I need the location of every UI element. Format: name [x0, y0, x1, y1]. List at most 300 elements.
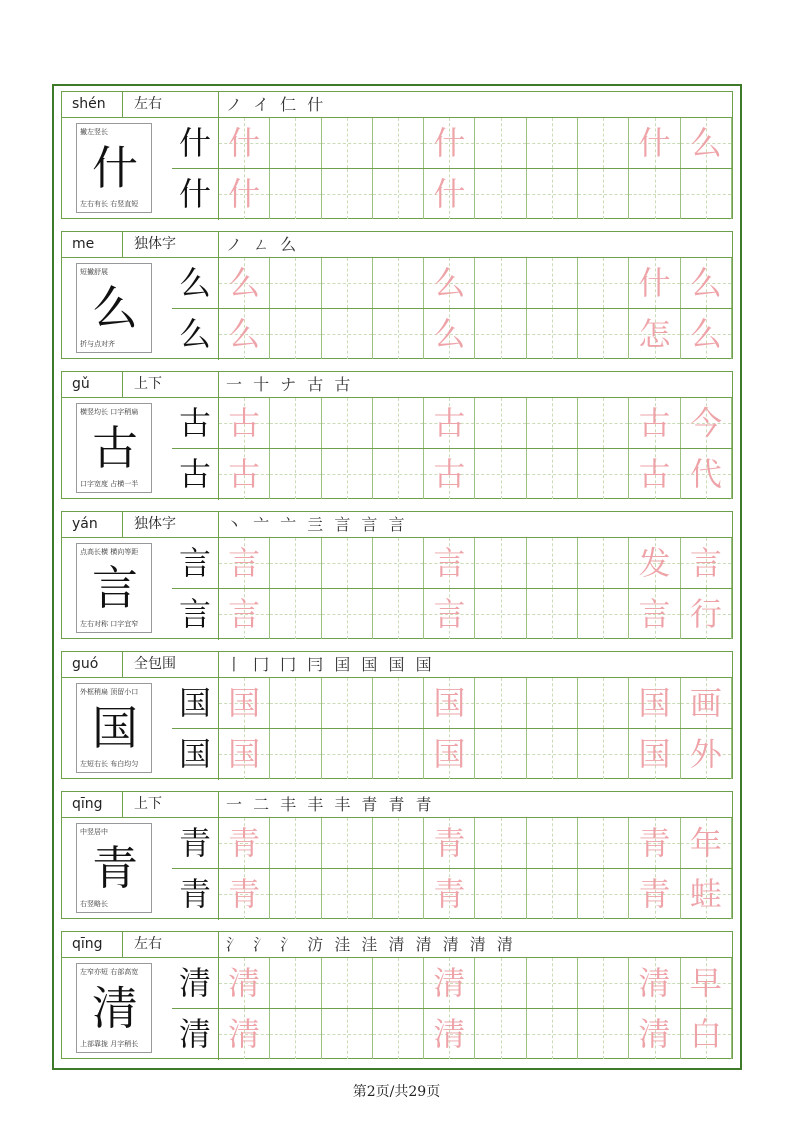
- practice-row: [219, 169, 732, 219]
- stroke-order: ノ イ 仁 什: [226, 95, 327, 114]
- trace-character: [373, 729, 423, 779]
- character-block: [61, 651, 733, 779]
- practice-cell[interactable]: [629, 398, 680, 448]
- trace-character: 青: [433, 875, 466, 913]
- trace-character: 国: [433, 735, 466, 773]
- practice-row: [219, 118, 732, 168]
- tip-top: 横竖均长 口字稍扁: [80, 408, 139, 416]
- trace-character: [322, 818, 372, 868]
- practice-cell[interactable]: [270, 169, 321, 219]
- page-number: 第2页/共29页: [352, 1084, 441, 1100]
- practice-cell[interactable]: [681, 398, 732, 448]
- practice-cell[interactable]: [270, 309, 321, 359]
- trace-character: [373, 258, 423, 308]
- stroke-order: ノ ㄥ 么: [226, 235, 300, 254]
- practice-cell[interactable]: [629, 589, 680, 639]
- practice-cell[interactable]: [373, 958, 424, 1008]
- practice-cell[interactable]: [373, 678, 424, 728]
- practice-cell[interactable]: [476, 449, 527, 499]
- practice-cell[interactable]: [322, 678, 373, 728]
- trace-character: 清: [638, 964, 671, 1002]
- trace-character: 什: [638, 124, 671, 162]
- trace-character: [476, 398, 526, 448]
- practice-cell[interactable]: [424, 1009, 475, 1059]
- practice-cell[interactable]: [322, 118, 373, 168]
- practice-cell[interactable]: [681, 309, 732, 359]
- trace-character: 什: [433, 124, 466, 162]
- pinyin-label: me: [72, 236, 95, 252]
- practice-cell[interactable]: [527, 258, 578, 308]
- practice-cell[interactable]: [322, 869, 373, 919]
- practice-cell[interactable]: [527, 958, 578, 1008]
- tip-top: 左窄亦短 右部高宽: [80, 968, 139, 976]
- practice-cell[interactable]: [219, 398, 270, 448]
- trace-character: [527, 589, 577, 639]
- trace-character: [578, 258, 628, 308]
- structure-label: 左右: [134, 936, 162, 952]
- practice-cell[interactable]: [424, 538, 475, 588]
- practice-cell[interactable]: [681, 538, 732, 588]
- practice-cell[interactable]: [373, 398, 424, 448]
- trace-character: [527, 258, 577, 308]
- practice-cell[interactable]: [578, 309, 629, 359]
- practice-cell[interactable]: [424, 818, 475, 868]
- model-character: 清: [178, 964, 211, 1002]
- practice-cell[interactable]: [527, 729, 578, 779]
- trace-character: [578, 118, 628, 168]
- practice-cell[interactable]: [527, 398, 578, 448]
- practice-cell[interactable]: [681, 449, 732, 499]
- practice-cell[interactable]: [578, 538, 629, 588]
- practice-cell[interactable]: [270, 678, 321, 728]
- writing-tips-box: [76, 683, 152, 773]
- trace-character: 古: [433, 404, 466, 442]
- practice-cell[interactable]: [681, 1009, 732, 1059]
- practice-cell[interactable]: [373, 729, 424, 779]
- trace-character: [578, 538, 628, 588]
- trace-character: [373, 818, 423, 868]
- trace-character: [270, 818, 320, 868]
- trace-character: [578, 589, 628, 639]
- tip-bottom: 右竖略长: [80, 900, 108, 908]
- practice-cell[interactable]: [219, 589, 270, 639]
- practice-row: [219, 398, 732, 448]
- tip-bottom: 折与点对齐: [80, 340, 115, 348]
- trace-character: [578, 958, 628, 1008]
- trace-character: [270, 678, 320, 728]
- practice-cell[interactable]: [476, 169, 527, 219]
- practice-cell[interactable]: [373, 589, 424, 639]
- practice-cell[interactable]: [322, 818, 373, 868]
- trace-character: [270, 1009, 320, 1059]
- trace-character: 白: [689, 1015, 722, 1053]
- trace-character: 清: [433, 1015, 466, 1053]
- model-character: 青: [178, 875, 211, 913]
- stroke-order: 一 十 ナ 古 古: [226, 375, 354, 394]
- trace-character: [578, 169, 628, 219]
- practice-cell[interactable]: [270, 729, 321, 779]
- practice-cell[interactable]: [476, 309, 527, 359]
- trace-character: 古: [433, 455, 466, 493]
- practice-cell[interactable]: [373, 538, 424, 588]
- pinyin-label: qīng: [72, 936, 103, 952]
- practice-cell[interactable]: [578, 729, 629, 779]
- practice-row: [219, 818, 732, 868]
- demo-character: 清: [92, 981, 138, 1035]
- practice-cell[interactable]: [270, 118, 321, 168]
- tip-top: 外框稍扁 顶留小口: [80, 688, 139, 696]
- practice-cell[interactable]: [578, 398, 629, 448]
- practice-cell[interactable]: [322, 729, 373, 779]
- trace-character: [527, 818, 577, 868]
- practice-cell[interactable]: [681, 818, 732, 868]
- practice-cell[interactable]: [270, 958, 321, 1008]
- practice-cell[interactable]: [219, 958, 270, 1008]
- practice-cell[interactable]: [629, 818, 680, 868]
- trace-character: 言: [689, 544, 722, 582]
- trace-character: [527, 678, 577, 728]
- trace-character: 代: [689, 455, 722, 493]
- practice-cell[interactable]: [476, 958, 527, 1008]
- model-character: 国: [178, 735, 211, 773]
- practice-cell[interactable]: [476, 1009, 527, 1059]
- practice-cell[interactable]: [629, 958, 680, 1008]
- practice-cell[interactable]: [424, 449, 475, 499]
- demo-character: 么: [92, 281, 138, 335]
- trace-character: 古: [638, 404, 671, 442]
- practice-row: [219, 1009, 732, 1059]
- practice-cell[interactable]: [629, 538, 680, 588]
- practice-cell[interactable]: [476, 818, 527, 868]
- practice-cell[interactable]: [322, 449, 373, 499]
- model-character: 国: [178, 684, 211, 722]
- practice-cell[interactable]: [373, 818, 424, 868]
- trace-character: [476, 729, 526, 779]
- tip-bottom: 口字宽度 占横一半: [80, 480, 139, 488]
- practice-cell[interactable]: [373, 1009, 424, 1059]
- trace-character: 画: [689, 684, 722, 722]
- writing-tips-box: [76, 263, 152, 353]
- practice-cell[interactable]: [219, 678, 270, 728]
- trace-character: [322, 258, 372, 308]
- practice-cell[interactable]: [527, 589, 578, 639]
- practice-cell[interactable]: [527, 449, 578, 499]
- trace-character: 言: [228, 544, 261, 582]
- practice-cell[interactable]: [219, 449, 270, 499]
- trace-character: [270, 309, 320, 359]
- practice-cell[interactable]: [578, 258, 629, 308]
- practice-cell[interactable]: [629, 1009, 680, 1059]
- practice-cell[interactable]: [681, 258, 732, 308]
- practice-cell[interactable]: [681, 729, 732, 779]
- practice-cell[interactable]: [270, 538, 321, 588]
- structure-label: 独体字: [134, 516, 176, 532]
- practice-cell[interactable]: [322, 258, 373, 308]
- practice-cell[interactable]: [270, 258, 321, 308]
- practice-cell[interactable]: [527, 118, 578, 168]
- tip-bottom: 上部靠拢 月字稍长: [80, 1040, 139, 1048]
- trace-character: [322, 449, 372, 499]
- model-character: 言: [178, 595, 211, 633]
- trace-character: 青: [638, 875, 671, 913]
- writing-tips-box: [76, 963, 152, 1053]
- practice-cell[interactable]: [578, 678, 629, 728]
- structure-label: 左右: [134, 96, 162, 112]
- pinyin-label: qīng: [72, 796, 103, 812]
- practice-cell[interactable]: [424, 118, 475, 168]
- practice-cell[interactable]: [681, 958, 732, 1008]
- trace-character: [527, 869, 577, 919]
- trace-character: 什: [433, 175, 466, 213]
- practice-cell[interactable]: [219, 1009, 270, 1059]
- model-character: 么: [178, 315, 211, 353]
- practice-cell[interactable]: [424, 869, 475, 919]
- trace-character: 青: [228, 824, 261, 862]
- trace-character: 言: [433, 595, 466, 633]
- trace-character: [527, 449, 577, 499]
- trace-character: [578, 869, 628, 919]
- structure-label: 独体字: [134, 236, 176, 252]
- practice-cell[interactable]: [424, 309, 475, 359]
- practice-cell[interactable]: [476, 589, 527, 639]
- trace-character: 清: [433, 964, 466, 1002]
- writing-tips-box: [76, 403, 152, 493]
- trace-character: [578, 309, 628, 359]
- character-block: [61, 511, 733, 639]
- trace-character: 清: [638, 1015, 671, 1053]
- practice-cell[interactable]: [270, 449, 321, 499]
- trace-character: 清: [228, 1015, 261, 1053]
- practice-cell[interactable]: [219, 818, 270, 868]
- practice-cell[interactable]: [322, 958, 373, 1008]
- practice-cell[interactable]: [629, 258, 680, 308]
- practice-cell[interactable]: [270, 398, 321, 448]
- practice-cell[interactable]: [476, 869, 527, 919]
- trace-character: [476, 678, 526, 728]
- practice-cell[interactable]: [578, 958, 629, 1008]
- practice-cell[interactable]: [578, 1009, 629, 1059]
- practice-cell[interactable]: [219, 258, 270, 308]
- practice-cell[interactable]: [322, 589, 373, 639]
- demo-character: 青: [92, 841, 138, 895]
- practice-cell[interactable]: [270, 869, 321, 919]
- practice-cell[interactable]: [527, 1009, 578, 1059]
- practice-cell[interactable]: [476, 678, 527, 728]
- practice-cell[interactable]: [476, 398, 527, 448]
- trace-character: 早: [689, 964, 722, 1002]
- trace-character: [322, 869, 372, 919]
- tip-bottom: 左右对称 口字宜窄: [80, 620, 139, 628]
- practice-cell[interactable]: [527, 538, 578, 588]
- trace-character: 什: [228, 124, 261, 162]
- character-block: [61, 931, 733, 1059]
- trace-character: 古: [228, 455, 261, 493]
- practice-cell[interactable]: [629, 449, 680, 499]
- trace-character: [578, 678, 628, 728]
- writing-tips-box: [76, 823, 152, 913]
- trace-character: [270, 258, 320, 308]
- trace-character: [476, 538, 526, 588]
- trace-character: [270, 729, 320, 779]
- practice-cell[interactable]: [270, 1009, 321, 1059]
- practice-cell[interactable]: [681, 678, 732, 728]
- practice-cell[interactable]: [270, 589, 321, 639]
- trace-character: 国: [228, 684, 261, 722]
- practice-cell[interactable]: [681, 118, 732, 168]
- practice-cell[interactable]: [322, 169, 373, 219]
- practice-cell[interactable]: [322, 398, 373, 448]
- practice-cell[interactable]: [527, 678, 578, 728]
- practice-cell[interactable]: [373, 118, 424, 168]
- structure-label: 上下: [134, 376, 162, 392]
- practice-cell[interactable]: [578, 169, 629, 219]
- practice-row: [219, 958, 732, 1008]
- character-block: [61, 231, 733, 359]
- trace-character: 么: [689, 264, 722, 302]
- practice-cell[interactable]: [476, 118, 527, 168]
- demo-character: 言: [92, 561, 138, 615]
- model-character: 清: [178, 1015, 211, 1053]
- practice-cell[interactable]: [681, 869, 732, 919]
- trace-character: [476, 818, 526, 868]
- trace-character: [373, 1009, 423, 1059]
- trace-character: [373, 538, 423, 588]
- practice-cell[interactable]: [527, 309, 578, 359]
- trace-character: 言: [638, 595, 671, 633]
- practice-row: [219, 538, 732, 588]
- practice-cell[interactable]: [476, 258, 527, 308]
- trace-character: 古: [228, 404, 261, 442]
- practice-cell[interactable]: [219, 729, 270, 779]
- practice-cell[interactable]: [270, 818, 321, 868]
- model-character: 言: [178, 544, 211, 582]
- trace-character: [373, 398, 423, 448]
- trace-character: 古: [638, 455, 671, 493]
- trace-character: [322, 169, 372, 219]
- practice-cell[interactable]: [424, 678, 475, 728]
- trace-character: 发: [638, 544, 671, 582]
- trace-character: [270, 958, 320, 1008]
- trace-character: 么: [228, 315, 261, 353]
- practice-cell[interactable]: [322, 309, 373, 359]
- practice-cell[interactable]: [578, 869, 629, 919]
- practice-cell[interactable]: [373, 869, 424, 919]
- trace-character: 国: [433, 684, 466, 722]
- trace-character: [527, 1009, 577, 1059]
- trace-character: 什: [228, 175, 261, 213]
- practice-cell[interactable]: [476, 538, 527, 588]
- practice-cell[interactable]: [629, 169, 680, 219]
- trace-character: [373, 118, 423, 168]
- stroke-order: 氵 氵 氵 汸 洼 洼 清 清 清 清 清: [226, 935, 516, 954]
- practice-row: [219, 309, 732, 359]
- trace-character: [476, 958, 526, 1008]
- practice-row: [219, 869, 732, 919]
- practice-cell[interactable]: [629, 729, 680, 779]
- practice-cell[interactable]: [424, 398, 475, 448]
- practice-cell[interactable]: [578, 118, 629, 168]
- tip-bottom: 左右有长 右竖直短: [80, 200, 139, 208]
- practice-row: [219, 589, 732, 639]
- trace-character: 蛙: [689, 875, 722, 913]
- practice-cell[interactable]: [373, 309, 424, 359]
- practice-cell[interactable]: [373, 449, 424, 499]
- trace-character: [373, 589, 423, 639]
- practice-cell[interactable]: [424, 258, 475, 308]
- practice-cell[interactable]: [527, 869, 578, 919]
- practice-cell[interactable]: [424, 169, 475, 219]
- trace-character: [476, 589, 526, 639]
- practice-cell[interactable]: [578, 449, 629, 499]
- practice-cell[interactable]: [527, 169, 578, 219]
- trace-character: [578, 398, 628, 448]
- trace-character: 年: [689, 824, 722, 862]
- practice-cell[interactable]: [424, 729, 475, 779]
- demo-character: 国: [92, 701, 138, 755]
- practice-row: [219, 678, 732, 728]
- practice-cell[interactable]: [578, 589, 629, 639]
- practice-cell[interactable]: [373, 169, 424, 219]
- tip-bottom: 左短右长 布白均匀: [80, 760, 139, 768]
- demo-character: 什: [92, 141, 138, 195]
- writing-tips-box: [76, 123, 152, 213]
- practice-cell[interactable]: [629, 309, 680, 359]
- practice-cell[interactable]: [629, 869, 680, 919]
- trace-character: 国: [638, 684, 671, 722]
- pinyin-label: yán: [72, 516, 98, 532]
- trace-character: [629, 169, 679, 219]
- stroke-order: 丨 冂 冂 冃 囯 国 国 国: [226, 655, 435, 674]
- practice-cell[interactable]: [476, 729, 527, 779]
- practice-cell[interactable]: [578, 818, 629, 868]
- practice-cell[interactable]: [681, 169, 732, 219]
- practice-cell[interactable]: [322, 538, 373, 588]
- practice-cell[interactable]: [219, 169, 270, 219]
- practice-cell[interactable]: [527, 818, 578, 868]
- practice-cell[interactable]: [424, 589, 475, 639]
- practice-row: [219, 729, 732, 779]
- practice-cell[interactable]: [681, 589, 732, 639]
- trace-character: [476, 1009, 526, 1059]
- practice-cell[interactable]: [629, 678, 680, 728]
- practice-cell[interactable]: [373, 258, 424, 308]
- practice-cell[interactable]: [219, 118, 270, 168]
- character-block: [61, 791, 733, 919]
- practice-cell[interactable]: [629, 118, 680, 168]
- practice-cell[interactable]: [219, 538, 270, 588]
- practice-row: [219, 258, 732, 308]
- trace-character: [322, 729, 372, 779]
- trace-character: [527, 398, 577, 448]
- trace-character: [322, 538, 372, 588]
- tip-top: 短撇舒展: [80, 268, 108, 276]
- trace-character: [527, 169, 577, 219]
- trace-character: [476, 169, 526, 219]
- trace-character: 言: [433, 544, 466, 582]
- pinyin-label: gǔ: [72, 376, 90, 392]
- tip-top: 点高长横 横向等距: [80, 548, 139, 556]
- practice-cell[interactable]: [219, 869, 270, 919]
- practice-cell[interactable]: [322, 1009, 373, 1059]
- trace-character: 么: [433, 264, 466, 302]
- trace-character: [527, 729, 577, 779]
- trace-character: [373, 958, 423, 1008]
- practice-cell[interactable]: [424, 958, 475, 1008]
- trace-character: [270, 169, 320, 219]
- tip-top: 中竖居中: [80, 828, 108, 836]
- practice-cell[interactable]: [219, 309, 270, 359]
- trace-character: [373, 449, 423, 499]
